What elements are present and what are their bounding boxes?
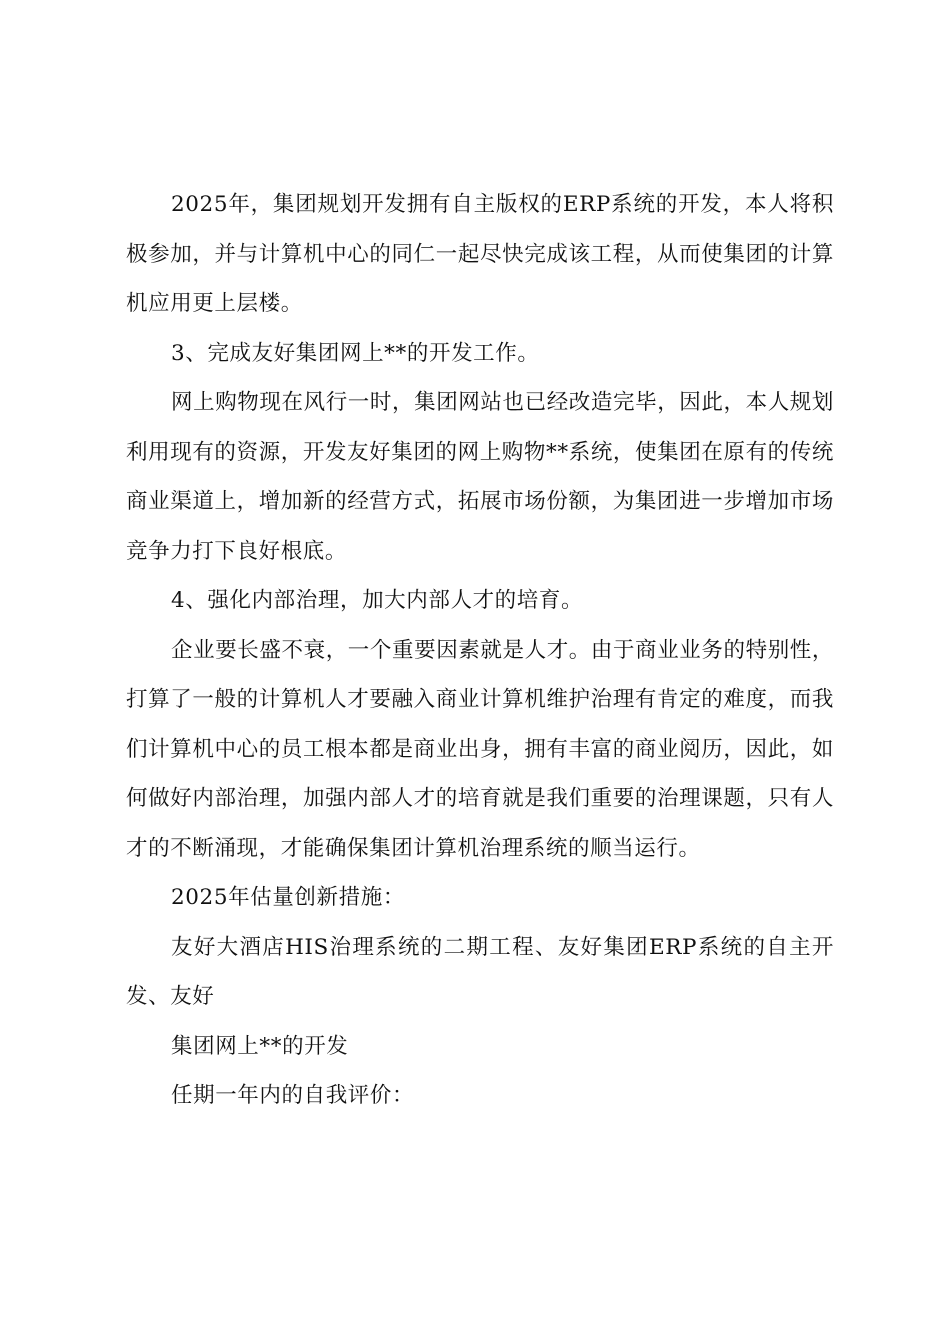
heading-online-shop: 3、完成友好集团网上**的开发工作。 — [171, 340, 540, 366]
document-body — [126, 180, 834, 1121]
paragraph-talent: 企业要长盛不衰，一个重要因素就是人才。由于商业业务的特别性，打算了一般的计算机人才要融入商业计算机维护治理有肯定的难度，而我们计算机中心的员工根本都是商业出身，拥有丰富的商业阅历，因此，如何做好内部治理，加强内部人才的培育就是我们重要的治理课题，只有人才的不断涌现，才能确保集团计算机治理系统的顺当运行。 — [126, 637, 835, 861]
paragraph-online-shop: 网上购物现在风行一时，集团网站也已经改造完毕，因此，本人规划利用现有的资源，开发友好集团的网上购物**系统，使集团在原有的传统商业渠道上，增加新的经营方式，拓展市场份额，为集团进一步增加市场竞争力打下良好根底。 — [126, 390, 835, 564]
paragraph-innovation-list: 友好大酒店HIS治理系统的二期工程、友好集团ERP系统的自主开发、友好 — [126, 934, 834, 1009]
heading-innovation-measures: 2025年估量创新措施： — [171, 885, 405, 910]
heading-self-evaluation: 任期一年内的自我评价： — [171, 1083, 415, 1108]
heading-internal-management: 4、强化内部治理，加大内部人才的培育。 — [171, 588, 584, 613]
paragraph-erp-plan: 2025年，集团规划开发拥有自主版权的ERP系统的开发，本人将积极参加，并与计算机中心的同仁一起尽快完成该工程，从而使集团的计算机应用更上层楼。 — [126, 192, 834, 316]
paragraph-innovation-continued: 集团网上**的开发 — [171, 1033, 349, 1059]
